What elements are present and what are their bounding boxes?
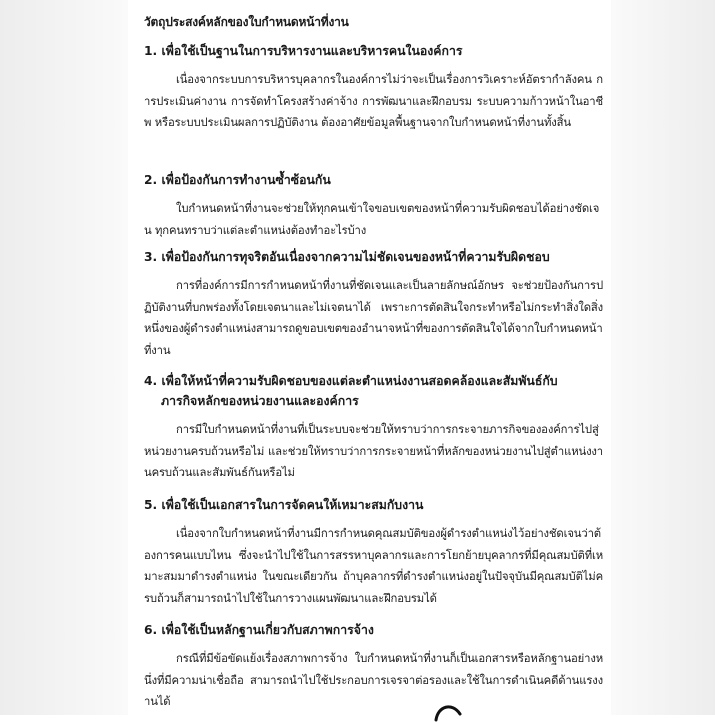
section-body: การที่องค์การมีการกำหนดหน้าที่งานที่ชัดเจนและเป็นลายลักษณ์อักษร จะช่วยป้องกันการปฏิบัติงานที่บกพร่องทั้งโดยเจตนาและไม่เจตนาได้ เพราะการตัดสินใจกระทำหรือไม่กระทำสิ่งใดสิ่งหนึ่งของผู้ดำรงตำแหน่งสามารถดูขอบเขตของอำนาจหน้าที่ของการตัดสินใจได้จากใบกำหนดหน้าที่งาน <box>144 279 603 357</box>
section-body: กรณีที่มีข้อขัดแย้งเรื่องสภาพการจ้าง ใบกำหนดหน้าที่งานก็เป็นเอกสารหรือหลักฐานอย่างหนึ่งที่มีความน่าเชื่อถือ สามารถนำไปใช้ประกอบการเจรจาต่อรองและใช้ในการดำเนินคดีด้านแรงงานได้ <box>144 652 603 708</box>
section-2 <box>144 170 603 241</box>
section-3 <box>144 247 603 361</box>
section-heading: 1. เพื่อใช้เป็นฐานในการบริหารงานและบริหารคนในองค์การ <box>144 44 463 58</box>
section-heading: 3. เพื่อป้องกันการทุจริตอันเนื่องจากความไม่ชัดเจนของหน้าที่ความรับผิดชอบ <box>144 250 550 264</box>
section-heading <box>144 371 603 411</box>
section-heading-line-1: 4. เพื่อให้หน้าที่ความรับผิดชอบของแต่ละตำแหน่งงานสอดคล้องและสัมพันธ์กับ <box>144 374 558 388</box>
section-6 <box>144 620 603 713</box>
section-1 <box>144 41 603 134</box>
right-margin <box>611 0 715 715</box>
left-margin <box>0 0 128 715</box>
section-heading: 6. เพื่อใช้เป็นหลักฐานเกี่ยวกับสภาพการจ้าง <box>144 623 374 637</box>
section-heading: 5. เพื่อใช้เป็นเอกสารในการจัดคนให้เหมาะสมกับงาน <box>144 498 424 512</box>
section-body: การมีใบกำหนดหน้าที่งานที่เป็นระบบจะช่วยให้ทราบว่าการกระจายภารกิจขององค์การไปสู่หน่วยงานครบถ้วนหรือไม่ และช่วยให้ทราบว่าการกระจายหน้าที่หลักของหน่วยงานไปสู่ตำแหน่งงานครบถ้วนและสัมพันธ์กันหรือไม่ <box>144 423 603 479</box>
section-body: เนื่องจากระบบการบริหารบุคลากรในองค์การไม่ว่าจะเป็นเรื่องการวิเคราะห์อัตรากำลังคน การประเมินค่างาน การจัดทำโครงสร้างค่าจ้าง การพัฒนาและฝึกอบรม ระบบความก้าวหน้าในอาชีพ หรือระบบประเมินผลการปฏิบัติงาน ต้องอาศัยข้อมูลพื้นฐานจากใบกำหนดหน้าที่งานทั้งสิ้น <box>144 73 603 129</box>
section-body: ใบกำหนดหน้าที่งานจะช่วยให้ทุกคนเข้าใจขอบเขตของหน้าที่ความรับผิดชอบได้อย่างชัดเจน ทุกคนทราบว่าแต่ละตำแหน่งต้องทำอะไรบ้าง <box>144 202 600 237</box>
document-title: วัตถุประสงค์หลักของใบกำหนดหน้าที่งาน <box>144 15 349 29</box>
document-page <box>128 0 611 715</box>
page-corner-mark <box>434 700 462 722</box>
section-body: เนื่องจากใบกำหนดหน้าที่งานมีการกำหนดคุณสมบัติของผู้ดำรงตำแหน่งไว้อย่างชัดเจนว่าต้องการคนแบบไหน ซึ่งจะนำไปใช้ในการสรรหาบุคลากรและการโยกย้ายบุคลากรที่มีคุณสมบัติที่เหมาะสมมาดำรงตำแหน่ง ในขณะเดียวกัน ถ้าบุคลากรที่ดำรงตำแหน่งอยู่ในปัจจุบันมีคุณสมบัติไม่ครบถ้วนก็สามารถนำไปใช้ในการวางแผนพัฒนาและฝึกอบรมได้ <box>144 527 603 605</box>
section-4 <box>144 371 603 484</box>
section-heading-line-2: ภารกิจหลักของหน่วยงานและองค์การ <box>161 394 359 408</box>
section-5 <box>144 495 603 609</box>
section-heading: 2. เพื่อป้องกันการทำงานซ้ำซ้อนกัน <box>144 173 331 187</box>
